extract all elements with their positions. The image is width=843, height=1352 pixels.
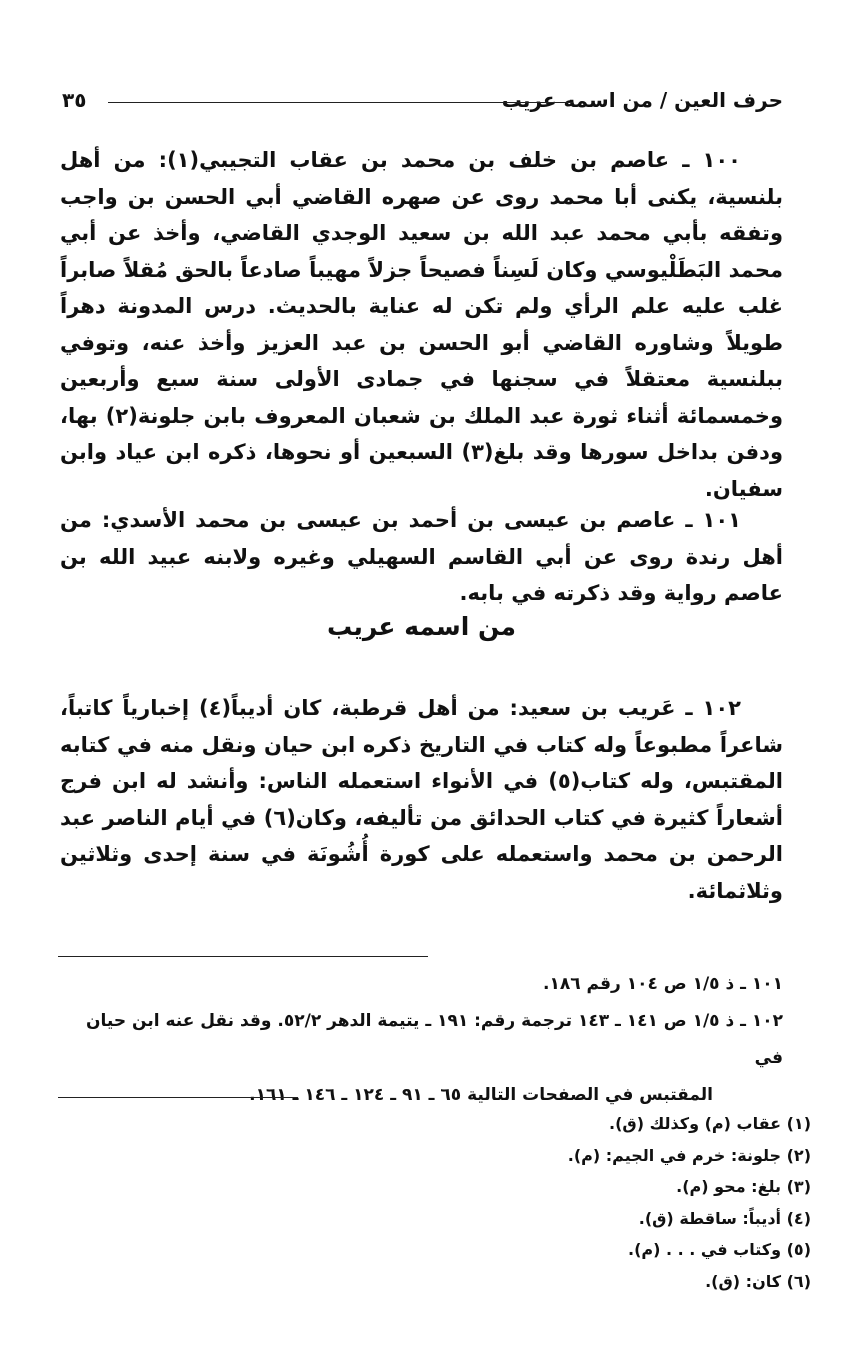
footnote-5: (٥) وكتاب في . . . (م). (627, 1240, 811, 1259)
source-note-101: ١٠١ ـ ذ ١/٥ ص ١٠٤ رقم ١٨٦. (543, 974, 783, 994)
entry-101-text: ١٠١ ـ عاصم بن عيسى بن أحمد بن عيسى بن محمد الأسدي: من أهل رندة روى عن أبي القاسم السهيلي وغيره ولابنه عبيد الله بن عاصم رواية وقد ذكرته في بابه. (60, 508, 783, 605)
section-heading: من اسمه عريب (327, 612, 516, 641)
footnote-3: (٣) بلغ: محو (م). (676, 1177, 811, 1196)
footnote-4: (٤) أديباً: ساقطة (ق). (638, 1208, 811, 1228)
page-number: ٣٥ (62, 88, 87, 112)
footnotes-list (511, 1108, 811, 1297)
entry-102 (60, 690, 783, 909)
source-note-102-continued: المقتبس في الصفحات التالية ٦٥ ـ ٩١ ـ ١٢٤ ـ ١٤٦ ـ ١٦١. (249, 1085, 713, 1105)
footnote-6: (٦) كان: (ق). (705, 1271, 811, 1291)
entry-102-text: ١٠٢ ـ عَريب بن سعيد: من أهل قرطبة، كان أديباً(٤) إخبارياً كاتباً، شاعراً مطبوعاً وله كتاب في التاريخ ذكره ابن حيان ونقل منه في كتابه المقتبس، وله كتاب(٥) في الأنواء استعمله الناس: وأنشد له ابن فرج أشعاراً كثيرة في كتاب الحدائق من تأليفه، وكان(٦) في أيام الناصر عبد الرحمن بن محمد واستعمله على كورة أُشُونَة في سنة إحدى وثلاثين وثلاثمائة. (60, 696, 784, 903)
header-title: حرف العين / من اسمه عريب (501, 88, 783, 112)
source-notes-divider (58, 956, 428, 957)
footnotes-divider (58, 1097, 298, 1098)
running-header (62, 88, 783, 122)
footnote-1: (١) عقاب (م) وكذلك (ق). (609, 1114, 811, 1133)
source-note-102: ١٠٢ ـ ذ ١/٥ ص ١٤١ ـ ١٤٣ ترجمة رقم: ١٩١ ـ يتيمة الدهر ٥٢/٢. وقد نقل عنه ابن حيان في (86, 1011, 783, 1068)
entry-100 (60, 142, 783, 507)
header-rule (108, 102, 573, 103)
entry-100-text: ١٠٠ ـ عاصم بن خلف بن محمد بن عقاب التجيبي(١): من أهل بلنسية، يكنى أبا محمد روى عن صهره القاضي أبي الحسن بن واجب وتفقه بأبي محمد عبد الله بن سعيد الوجدي القاضي، وأخذ عن أبي محمد البَطَلْيوسي وكان لَسِناً فصيحاً جزلاً مهيباً صادعاً بالحق مُقلاً صابراً غلب عليه علم الرأي ولم تكن له عناية بالحديث. درس المدونة دهراً طويلاً وشاوره القاضي أبو الحسن بن عبد العزيز وأخذ عنه، وتوفي ببلنسية معتقلاً في سجنها في جمادى الأولى سنة سبع وأربعين وخمسمائة أثناء ثورة عبد الملك بن شعبان المعروف بابن جلونة(٢) بها، ودفن بداخل سورها وقد بلغ(٣) السبعين أو نحوها، ذكره ابن عياد وابن سفيان. (60, 148, 783, 501)
entry-101 (60, 502, 783, 612)
footnote-2: (٢) جلونة: خرم في الجيم: (م). (567, 1145, 811, 1165)
source-notes (58, 966, 783, 1114)
